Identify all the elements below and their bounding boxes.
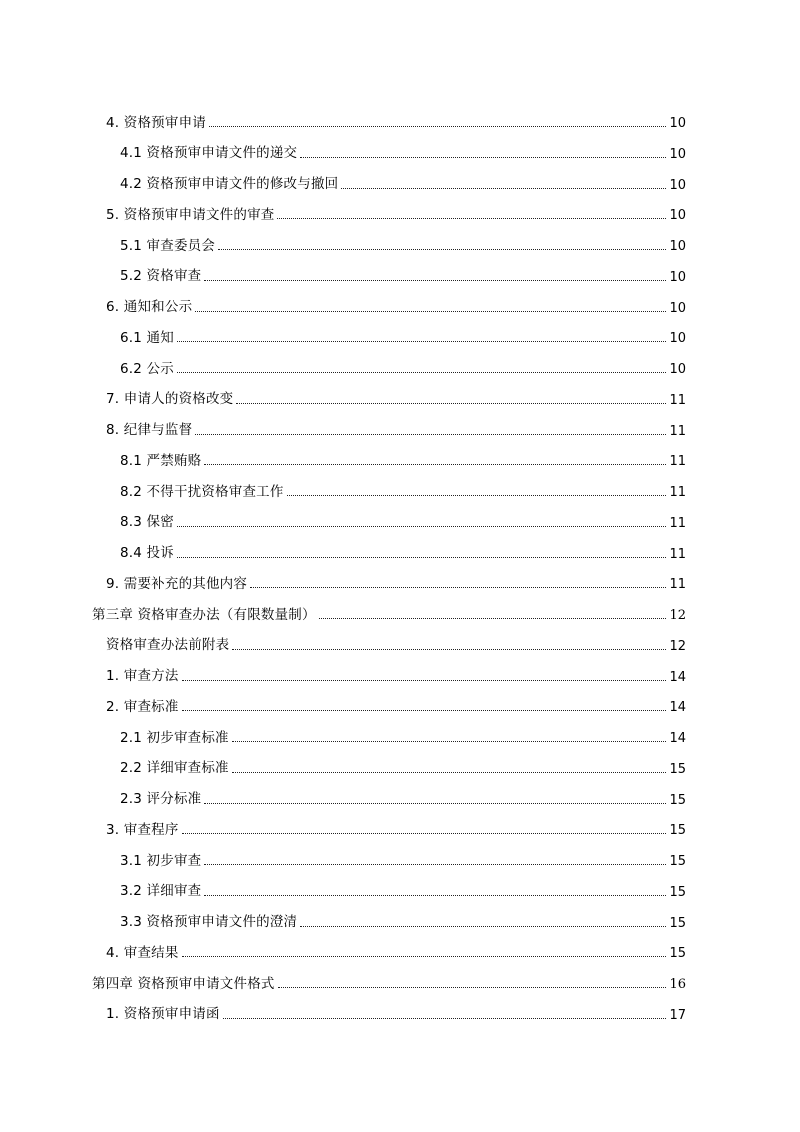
- toc-entry-label: 6.1 通知: [120, 329, 174, 346]
- toc-entry-label: 8.3 保密: [120, 514, 174, 531]
- toc-entry-label: 4.1 资格预审申请文件的递交: [120, 145, 298, 162]
- toc-dot-leader: [182, 956, 667, 957]
- toc-page-number: 16: [669, 977, 686, 992]
- toc-entry-label: 8.2 不得干扰资格审查工作: [120, 483, 284, 500]
- toc-entry-label: 8. 纪律与监督: [106, 422, 193, 438]
- toc-entry-label: 2. 审查标准: [106, 698, 179, 715]
- toc-page-number: 10: [669, 116, 686, 131]
- toc-page-number: 15: [669, 884, 686, 900]
- toc-entry[interactable]: [106, 108, 686, 130]
- toc-entry[interactable]: [120, 446, 686, 468]
- toc-dot-leader: [209, 126, 666, 127]
- toc-dot-leader: [177, 526, 666, 527]
- toc-entry[interactable]: [120, 877, 686, 899]
- toc-dot-leader: [250, 587, 666, 588]
- toc-dot-leader: [204, 803, 666, 804]
- toc-entry[interactable]: [106, 416, 686, 438]
- toc-dot-leader: [177, 557, 666, 558]
- toc-entry-label: 2.2 详细审查标准: [120, 760, 229, 777]
- toc-entry-label: 4.2 资格预审申请文件的修改与撤回: [120, 176, 339, 192]
- toc-page-number: 17: [669, 1007, 686, 1023]
- toc-dot-leader: [277, 218, 666, 219]
- toc-entry[interactable]: [120, 846, 686, 868]
- toc-page-number: 15: [669, 761, 686, 777]
- toc-page-number: 11: [669, 423, 686, 439]
- toc-entry[interactable]: [120, 508, 686, 530]
- toc-page-number: 11: [669, 515, 686, 531]
- toc-entry[interactable]: [120, 139, 686, 161]
- toc-entry[interactable]: [120, 231, 686, 253]
- toc-entry-label: 6.2 公示: [120, 360, 174, 377]
- toc-entry-label: 1. 资格预审申请函: [106, 1006, 220, 1023]
- toc-entry[interactable]: [106, 200, 686, 222]
- toc-page-number: 10: [669, 300, 686, 316]
- toc-entry[interactable]: [106, 815, 686, 837]
- toc-dot-leader: [300, 157, 666, 158]
- toc-dot-leader: [232, 772, 667, 773]
- toc-dot-leader: [232, 649, 666, 650]
- toc-dot-leader: [236, 403, 666, 404]
- toc-chapter-entry[interactable]: [92, 969, 686, 991]
- toc-entry-label: 资格审查办法前附表: [106, 637, 230, 654]
- toc-page-number: 15: [669, 946, 686, 962]
- toc-dot-leader: [204, 464, 666, 465]
- toc-page-number: 12: [669, 608, 686, 623]
- toc-entry[interactable]: [106, 662, 686, 684]
- toc-entry-label: 2.1 初步审查标准: [120, 729, 229, 746]
- toc-entry-label: 第四章 资格预审申请文件格式: [92, 975, 275, 992]
- toc-page-number: 11: [669, 454, 686, 470]
- toc-entry-label: 8.1 严禁贿赂: [120, 452, 202, 469]
- toc-dot-leader: [278, 987, 667, 988]
- toc-chapter-entry[interactable]: [92, 600, 686, 622]
- toc-entry[interactable]: [120, 785, 686, 807]
- toc-page-number: 15: [669, 823, 686, 839]
- toc-entry[interactable]: [106, 631, 686, 653]
- toc-dot-leader: [182, 833, 667, 834]
- toc-page-number: 11: [669, 392, 686, 408]
- toc-dot-leader: [204, 280, 666, 281]
- toc-dot-leader: [287, 495, 667, 496]
- toc-dot-leader: [195, 434, 666, 435]
- toc-entry-label: 5.2 资格审查: [120, 268, 202, 285]
- toc-entry-label: 1. 审查方法: [106, 668, 179, 684]
- toc-dot-leader: [182, 680, 667, 681]
- toc-entry-label: 3.2 详细审查: [120, 883, 202, 900]
- toc-page-number: 11: [669, 577, 686, 593]
- toc-page-number: 15: [669, 915, 686, 931]
- toc-entry[interactable]: [106, 692, 686, 714]
- toc-entry-label: 7. 申请人的资格改变: [106, 391, 234, 408]
- toc-page-number: 11: [669, 485, 686, 500]
- toc-entry[interactable]: [120, 323, 686, 345]
- toc-entry-label: 第三章 资格审查办法（有限数量制）: [92, 606, 316, 623]
- toc-entry-label: 3.1 初步审查: [120, 852, 202, 869]
- toc-dot-leader: [341, 188, 666, 189]
- toc-page-number: 10: [669, 239, 686, 254]
- toc-dot-leader: [177, 372, 666, 373]
- toc-entry-label: 3.3 资格预审申请文件的澄清: [120, 914, 298, 930]
- toc-entry[interactable]: [106, 1000, 686, 1022]
- toc-page-number: 11: [669, 546, 686, 562]
- toc-page-number: 10: [669, 177, 686, 193]
- toc-page-number: 14: [669, 669, 686, 685]
- toc-entry[interactable]: [106, 385, 686, 407]
- toc-entry-label: 5.1 审查委员会: [120, 237, 216, 254]
- toc-entry[interactable]: [120, 908, 686, 930]
- toc-entry[interactable]: [120, 477, 686, 499]
- toc-page-number: 14: [669, 700, 686, 716]
- toc-entry[interactable]: [106, 938, 686, 960]
- toc-entry-label: 6. 通知和公示: [106, 299, 193, 315]
- toc-entry-label: 2.3 评分标准: [120, 791, 202, 807]
- toc-entry-label: 5. 资格预审申请文件的审查: [106, 206, 275, 223]
- toc-dot-leader: [182, 710, 667, 711]
- toc-dot-leader: [177, 341, 666, 342]
- toc-dot-leader: [204, 895, 666, 896]
- toc-dot-leader: [300, 926, 666, 927]
- toc-entry[interactable]: [120, 170, 686, 192]
- toc-page-number: 10: [669, 269, 686, 285]
- toc-page-number: 10: [669, 146, 686, 162]
- toc-entry-label: 4. 审查结果: [106, 944, 179, 961]
- toc-entry-label: 8.4 投诉: [120, 545, 174, 561]
- toc-entry[interactable]: [120, 354, 686, 376]
- toc-page-number: 12: [669, 638, 686, 654]
- toc-entry-label: 9. 需要补充的其他内容: [106, 575, 248, 592]
- toc-page-number: 14: [669, 731, 686, 746]
- toc-entry[interactable]: [120, 262, 686, 284]
- toc-page-number: 10: [669, 331, 686, 347]
- toc-entry[interactable]: [106, 569, 686, 591]
- toc-dot-leader: [232, 741, 667, 742]
- toc-dot-leader: [223, 1018, 667, 1019]
- toc-dot-leader: [195, 311, 666, 312]
- toc-entry-label: 4. 资格预审申请: [106, 114, 206, 131]
- toc-entry[interactable]: [120, 539, 686, 561]
- toc-entry[interactable]: [120, 723, 686, 745]
- toc-page-number: 15: [669, 854, 686, 869]
- toc-page-number: 10: [669, 208, 686, 224]
- toc-page-number: 15: [669, 792, 686, 808]
- toc-entry[interactable]: [106, 293, 686, 315]
- toc-page-number: 10: [669, 362, 686, 377]
- toc-entry-label: 3. 审查程序: [106, 821, 179, 838]
- toc-dot-leader: [319, 618, 667, 619]
- toc-dot-leader: [218, 249, 666, 250]
- toc-entry[interactable]: [120, 754, 686, 776]
- toc-dot-leader: [204, 864, 666, 865]
